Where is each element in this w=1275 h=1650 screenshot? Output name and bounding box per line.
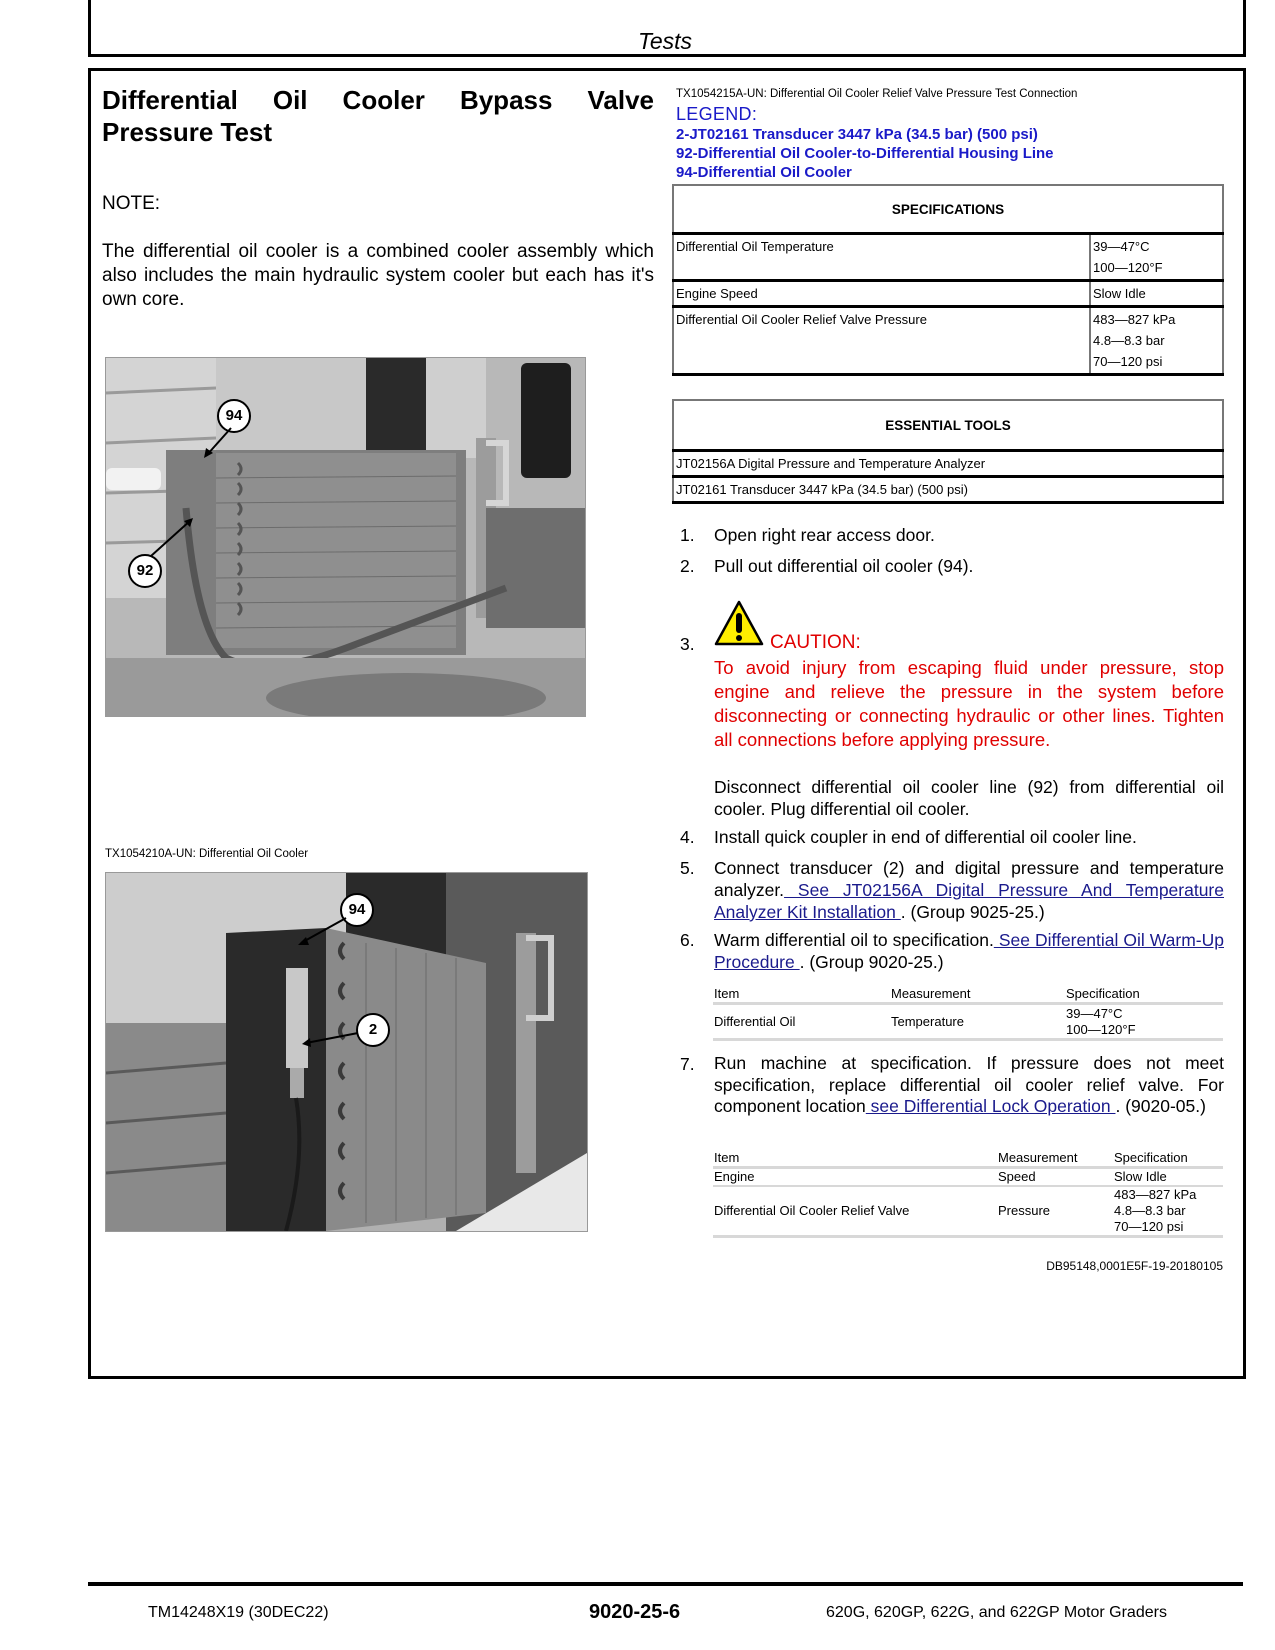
document-id: DB95148,0001E5F-19-20180105 (1046, 1259, 1223, 1273)
callout-94: 94 (217, 399, 251, 433)
machine-models: 620G, 620GP, 622G, and 622GP Motor Graders (826, 1604, 1167, 1621)
footer-rule (88, 1582, 1243, 1586)
callout-2: 2 (356, 1013, 390, 1047)
cell-measurement: Pressure (997, 1186, 1113, 1237)
callout-arrows (106, 873, 587, 1231)
callout-arrows (106, 358, 585, 716)
step-6-spec-table (713, 986, 1223, 1041)
specifications-heading: SPECIFICATIONS (673, 185, 1223, 234)
tool-item: JT02161 Transducer 3447 kPa (34.5 bar) (500 psi) (673, 477, 1223, 503)
cell-spec: 483—827 kPa 4.8—8.3 bar 70—120 psi (1113, 1186, 1223, 1237)
callout-94: 94 (340, 893, 374, 927)
cell-item: Differential Oil Cooler Relief Valve (713, 1186, 997, 1237)
col-header: Specification (1065, 986, 1223, 1004)
col-header: Measurement (997, 1150, 1113, 1168)
cell-item: Differential Oil (713, 1004, 890, 1040)
title-line-2: Pressure Test (102, 117, 273, 147)
figure-1-caption: TX1054210A-UN: Differential Oil Cooler (105, 848, 309, 860)
figure-2-caption: TX1054215A-UN: Differential Oil Cooler Relief Valve Pressure Test Connection (676, 88, 1078, 100)
cell-measurement: Temperature (890, 1004, 1065, 1040)
caution-text: To avoid injury from escaping fluid under pressure, stop engine and relieve the pressure in the system before disconnecting or connecting hydraulic or other lines. Tighten all connections before applying pressure. (714, 657, 1224, 750)
col-header: Item (713, 1150, 997, 1168)
manual-id: TM14248X19 (30DEC22) (148, 1604, 329, 1621)
page-number: 9020-25-6 (589, 1601, 681, 1623)
caution-label: CAUTION: (770, 632, 861, 653)
legend (676, 88, 1236, 182)
cell-spec: Slow Idle (1113, 1168, 1223, 1187)
warm-up-procedure-link[interactable]: See Differential Oil Warm-Up Procedure (714, 930, 1224, 972)
cell-item: Engine (713, 1168, 997, 1187)
step-3-text: Disconnect differential oil cooler line (92) from differential oil cooler. Plug differential oil cooler. (714, 777, 1224, 819)
analyzer-kit-installation-link[interactable]: See JT02156A Digital Pressure And Temperature Analyzer Kit Installation (714, 880, 1224, 922)
note-label: NOTE: (102, 193, 161, 214)
spec-value: Slow Idle (1090, 281, 1223, 307)
warning-icon (714, 600, 764, 646)
section-title: Tests (637, 28, 693, 54)
essential-tools-table (672, 399, 1224, 504)
note-text: The differential oil cooler is a combined cooler assembly which also includes the main hydraulic system cooler but each has it's own core. (102, 241, 654, 310)
figure-1-photo (105, 357, 586, 717)
cell-spec: 39—47°C 100—120°F (1065, 1004, 1223, 1040)
legend-item: 2-JT02161 Transducer 3447 kPa (34.5 bar) (500 psi) (676, 126, 1038, 143)
step-7-spec-table (713, 1150, 1223, 1238)
page-title (102, 84, 654, 148)
figure-2-photo (105, 872, 588, 1232)
col-header: Specification (1113, 1150, 1223, 1168)
spec-item: Differential Oil Temperature (673, 234, 1090, 281)
tool-item: JT02156A Digital Pressure and Temperature Analyzer (673, 451, 1223, 477)
col-header: Measurement (890, 986, 1065, 1004)
title-line-1: Differential Oil Cooler Bypass Valve (102, 85, 654, 115)
callout-92: 92 (128, 554, 162, 588)
spec-item: Engine Speed (673, 281, 1090, 307)
essential-tools-heading: ESSENTIAL TOOLS (673, 400, 1223, 451)
differential-lock-operation-link[interactable]: see Differential Lock Operation (865, 1096, 1116, 1116)
spec-item: Differential Oil Cooler Relief Valve Pressure (673, 307, 1090, 375)
spec-value: 483—827 kPa 4.8—8.3 bar 70—120 psi (1090, 307, 1223, 375)
legend-item: 92-Differential Oil Cooler-to-Differential Housing Line (676, 145, 1054, 162)
col-header: Item (713, 986, 890, 1004)
specifications-table (672, 184, 1224, 376)
cell-measurement: Speed (997, 1168, 1113, 1187)
spec-value: 39—47°C 100—120°F (1090, 234, 1223, 281)
legend-title: LEGEND: (676, 104, 758, 124)
legend-item: 94-Differential Oil Cooler (676, 164, 852, 181)
step-3: 3. CAUTION: To avoid injury from escaping fluid under pressure, stop engine and relieve the pressure in the system before disconnecting or connecting hydraulic or other lines. Tighten all connections before applying pressure. Disconnect differential oil cooler line (92) from differential oil cooler. Plug differential oil cooler. (676, 600, 1224, 810)
